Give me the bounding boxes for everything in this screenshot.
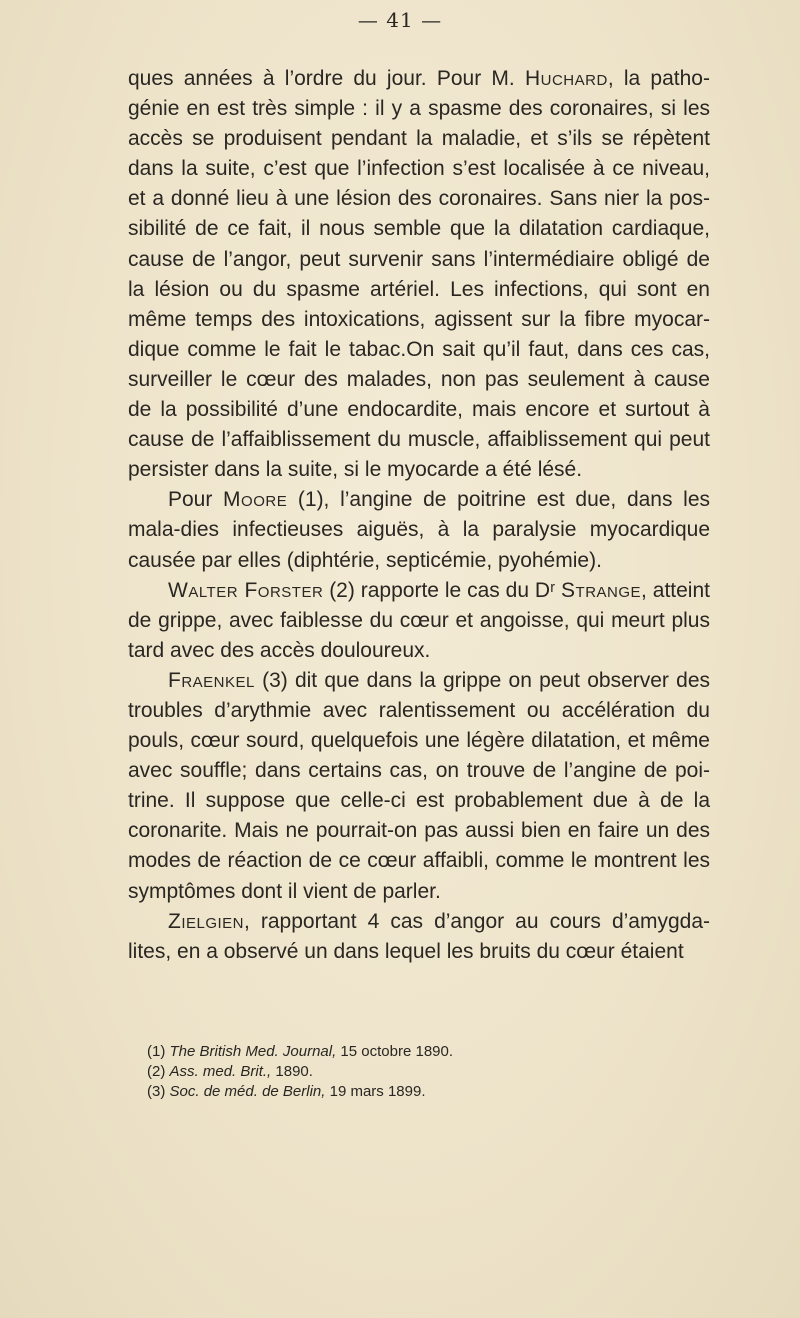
footnote-source: Ass. med. Brit., [169, 1063, 272, 1080]
author-name: Strange [561, 578, 642, 602]
body-text [128, 64, 710, 967]
paragraph [128, 576, 710, 666]
footnote [147, 1042, 707, 1062]
footnotes [147, 1042, 707, 1102]
footnote-number: (3) [147, 1083, 166, 1100]
paragraph-text: (1), l’angine de poitrine est due, dans les mala-dies infectieuses aiguës, à la paralysie myocardique causée par elles (diphtérie, septicémie, pyohémie). [128, 488, 710, 572]
paragraph-text: , la patho-génie en est très simple : il y a spasme des coronaires, si les accès se produisent pendant la maladie, et s’ils se répètent dans la suite, c’est que l’infection s’est localisée à ce niveau, et a donné lieu à une lésion des coronaires. Sans nier la pos-sibilité de ce fait, il nous semble que la dilatation cardiaque, cause de l’angor, peut survenir sans l’intermédiaire obligé de la lésion ou du spasme artériel. Les infections, qui sont en même temps des intoxications, agissent sur la fibre myocar-dique comme le fait le tabac.On sait qu’il faut, dans ces cas, surveiller le cœur des malades, non pas seulement à cause de la possibilité d’une endocardite, mais encore et surtout à cause de l’affaiblissement du muscle, affaiblissement qui peut persister dans la suite, si le myocarde a été lésé. [128, 67, 710, 482]
paragraph-text: (3) dit que dans la grippe on peut observer des troubles d’arythmie avec ralentissement ou accélération du pouls, cœur sourd, quelquefois une légère dilatation, et même avec souffle; dans certains cas, on trouve de l’angine de poi-trine. Il suppose que celle-ci est probablement due à de la coronarite. Mais ne pourrait-on pas aussi bien en faire un des modes de réaction de ce cœur affaibli, comme le montrent les symptômes dont il vient de parler. [128, 668, 710, 903]
paragraph [128, 64, 710, 485]
paragraph [128, 907, 710, 967]
footnote-date: 15 octobre 1890. [336, 1043, 454, 1060]
footnote-source: The British Med. Journal, [169, 1043, 337, 1060]
paragraph-text: Pour [168, 488, 224, 512]
author-name: Moore [223, 488, 288, 512]
author-name: Zielgien [168, 909, 245, 933]
page-number: — 41 — [357, 8, 443, 32]
author-name: Fraenkel [168, 668, 255, 692]
paragraph-text: , rapportant 4 cas d’angor au cours d’amygda-lites, en a observé un dans lequel les bruits du cœur étaient [128, 909, 710, 963]
paragraph-text: ques années à l’ordre du jour. Pour M. [128, 67, 525, 90]
footnote-source: Soc. de méd. de Berlin, [169, 1083, 326, 1100]
paragraph [128, 666, 710, 907]
footnote [147, 1062, 707, 1082]
paragraph [128, 485, 710, 575]
author-name: Walter Forster [168, 578, 324, 602]
footnote [147, 1082, 707, 1102]
footnote-date: 19 mars 1899. [325, 1083, 426, 1100]
paragraph-text: , atteint de grippe, avec faiblesse du cœur et angoisse, qui meurt plus tard avec des accès douloureux. [128, 578, 710, 662]
footnote-number: (1) [147, 1043, 166, 1060]
footnote-number: (2) [147, 1063, 166, 1080]
author-name: Huchard [524, 67, 608, 90]
footnote-date: 1890. [271, 1063, 313, 1080]
paragraph-text: (2) rapporte le cas du Dʳ [323, 578, 562, 602]
